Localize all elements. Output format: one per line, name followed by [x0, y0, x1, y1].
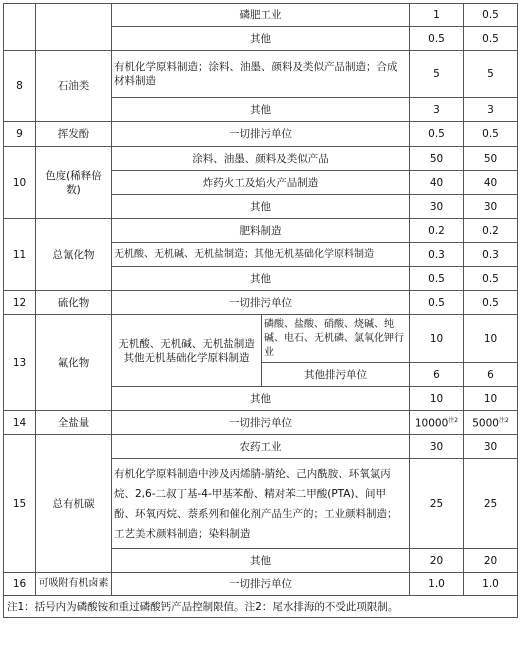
limit-value-1: 0.5	[410, 27, 464, 51]
footnote-ref: 注2	[498, 417, 509, 425]
limit-value-1: 30	[410, 195, 464, 219]
limit-value-2: 40	[464, 171, 518, 195]
row-number: 10	[4, 147, 36, 219]
table-row	[4, 573, 518, 596]
pollutant-name: 氟化物	[36, 315, 112, 411]
limit-value-1: 10	[410, 387, 464, 411]
limit-value-2: 20	[464, 549, 518, 573]
row-number: 16	[4, 573, 36, 596]
limit-value-2: 50	[464, 147, 518, 171]
limit-value-1: 0.5	[410, 122, 464, 147]
item-cell: 其他排污单位	[262, 363, 410, 387]
table-row	[4, 435, 518, 459]
value-text: 10000	[414, 417, 449, 430]
row-number: 14	[4, 411, 36, 435]
table-row	[4, 219, 518, 243]
row-number: 15	[4, 435, 36, 573]
limit-value-1: 1.0	[410, 573, 464, 596]
item-cell: 其他	[112, 387, 410, 411]
row-number: 8	[4, 51, 36, 122]
table-row	[4, 291, 518, 315]
item-cell: 其他	[112, 195, 410, 219]
item-cell: 一切排污单位	[112, 122, 410, 147]
item-cell: 有机化学原料制造；涂料、油墨、颜料及类似产品制造；合成材料制造	[112, 51, 410, 98]
item-cell: 农药工业	[112, 435, 410, 459]
limit-value-1: 0.5	[410, 291, 464, 315]
limit-value-2: 30	[464, 435, 518, 459]
item-cell: 肥料制造	[112, 219, 410, 243]
table-row	[4, 4, 518, 27]
limit-value-2: 10	[464, 387, 518, 411]
item-cell: 涂料、油墨、颜料及类似产品	[112, 147, 410, 171]
item-cell: 一切排污单位	[112, 573, 410, 596]
limit-value-1: 0.3	[410, 243, 464, 267]
industry-group-cell: 无机酸、无机碱、无机盐制造 其他无机基础化学原料制造	[112, 315, 262, 387]
limit-value-1: 5	[410, 51, 464, 98]
pollutant-name: 全盐量	[36, 411, 112, 435]
limit-value-2: 0.5	[464, 291, 518, 315]
item-cell: 磷酸、盐酸、硝酸、烧碱、纯碱、电石、无机磷、氯氧化钾行业	[262, 315, 410, 363]
standards-table	[3, 3, 518, 618]
limit-value-2: 1.0	[464, 573, 518, 596]
limit-value-1	[410, 411, 464, 435]
item-cell: 一切排污单位	[112, 411, 410, 435]
limit-value-2	[464, 411, 518, 435]
limit-value-2: 0.3	[464, 243, 518, 267]
row-number: 13	[4, 315, 36, 411]
value-text: 5000	[472, 417, 499, 430]
pollutant-name: 色度(稀释倍数)	[36, 147, 112, 219]
limit-value-1: 1	[410, 4, 464, 27]
table-row	[4, 596, 518, 618]
limit-value-2: 5	[464, 51, 518, 98]
limit-value-2: 6	[464, 363, 518, 387]
row-number: 12	[4, 291, 36, 315]
item-cell: 其他	[112, 27, 410, 51]
pollutant-name: 可吸附有机卤素	[36, 573, 112, 596]
limit-value-1: 10	[410, 315, 464, 363]
limit-value-1: 3	[410, 98, 464, 122]
table-row	[4, 122, 518, 147]
row-number: 11	[4, 219, 36, 291]
table-row	[4, 51, 518, 98]
limit-value-1: 50	[410, 147, 464, 171]
pollutant-name: 硫化物	[36, 291, 112, 315]
limit-value-2: 0.5	[464, 4, 518, 27]
item-cell: 炸药火工及焰火产品制造	[112, 171, 410, 195]
limit-value-2: 0.5	[464, 27, 518, 51]
limit-value-2: 30	[464, 195, 518, 219]
limit-value-2: 0.5	[464, 122, 518, 147]
limit-value-2: 25	[464, 459, 518, 549]
limit-value-1: 40	[410, 171, 464, 195]
limit-value-2: 0.2	[464, 219, 518, 243]
pollutant-name: 石油类	[36, 51, 112, 122]
table-row	[4, 411, 518, 435]
item-cell: 有机化学原料制造中涉及丙烯腈-腈纶、己内酰胺、环氧氯丙烷、2,6-二叔丁基-4-甲基苯酚、精对苯二甲酸(PTA)、间甲酚、环氧丙烷、萘系列和催化剂产品生产的；工业颜料制造；工艺美术颜料制造；染料制造	[112, 459, 410, 549]
footnote-ref: 注2	[448, 417, 459, 425]
limit-value-1: 0.2	[410, 219, 464, 243]
limit-value-1: 30	[410, 435, 464, 459]
table-footnote: 注1：括号内为磷酸铵和重过磷酸钙产品控制限值。注2：尾水排海的不受此项限制。	[4, 596, 518, 618]
pollutant-name: 总氰化物	[36, 219, 112, 291]
table-row	[4, 147, 518, 171]
limit-value-1: 6	[410, 363, 464, 387]
item-cell: 其他	[112, 267, 410, 291]
limit-value-1: 0.5	[410, 267, 464, 291]
pollutant-name: 挥发酚	[36, 122, 112, 147]
item-cell: 无机酸、无机碱、无机盐制造；其他无机基础化学原料制造	[112, 243, 410, 267]
limit-value-1: 20	[410, 549, 464, 573]
item-cell: 其他	[112, 98, 410, 122]
row-number: 9	[4, 122, 36, 147]
limit-value-2: 3	[464, 98, 518, 122]
limit-value-1: 25	[410, 459, 464, 549]
pollutant-name: 总有机碳	[36, 435, 112, 573]
limit-value-2: 10	[464, 315, 518, 363]
item-cell: 磷肥工业	[112, 4, 410, 27]
table-row	[4, 315, 518, 363]
item-cell: 其他	[112, 549, 410, 573]
limit-value-2: 0.5	[464, 267, 518, 291]
item-cell: 一切排污单位	[112, 291, 410, 315]
